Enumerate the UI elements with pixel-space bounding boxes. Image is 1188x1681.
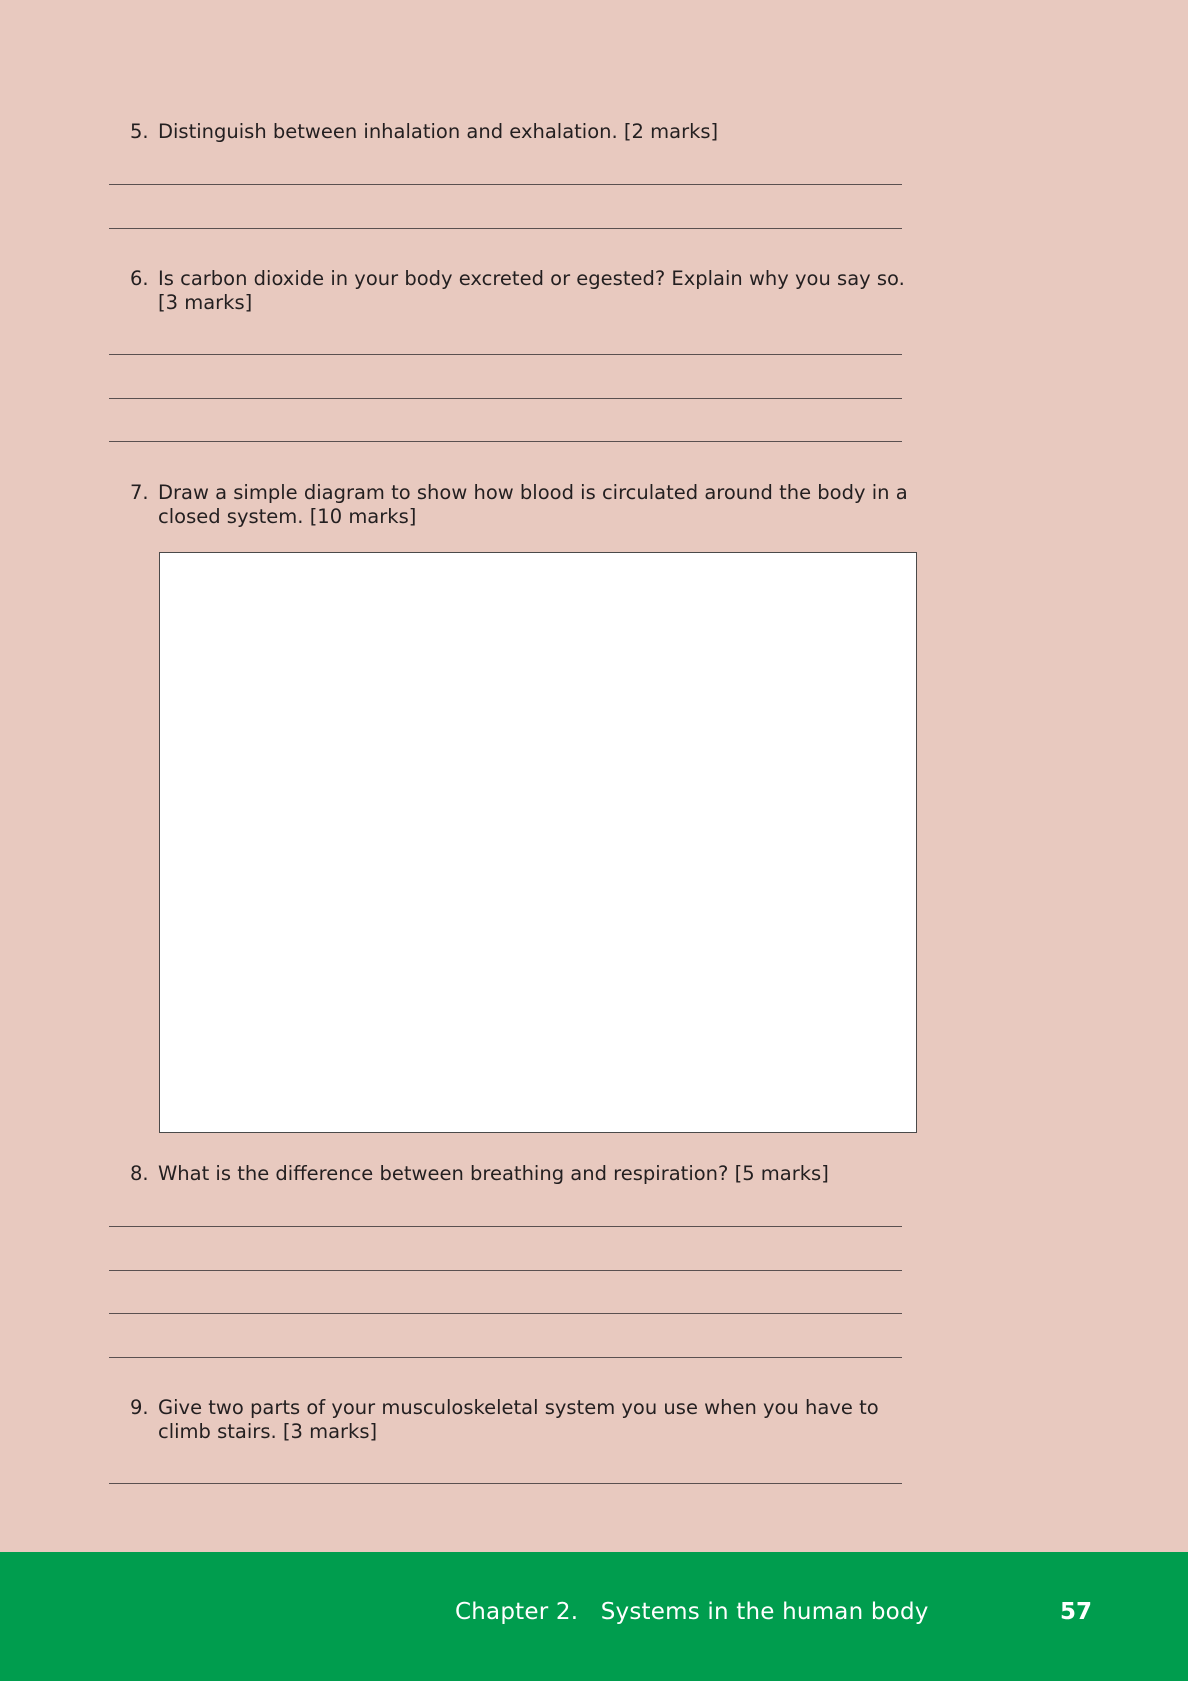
answer-line[interactable] [109, 1483, 902, 1484]
answer-line[interactable] [109, 184, 902, 185]
answer-line[interactable] [109, 1357, 902, 1358]
question-8 [130, 1162, 910, 1186]
question-7 [130, 481, 910, 529]
question-text: Distinguish between inhalation and exhalation. [2 marks] [158, 120, 719, 143]
question-text: Give two parts of your musculoskeletal system you use when you have to climb stairs. [3 marks] [158, 1396, 879, 1443]
question-text: What is the difference between breathing and respiration? [5 marks] [158, 1162, 829, 1185]
answer-line[interactable] [109, 228, 902, 229]
page-footer [0, 1552, 1188, 1681]
answer-line[interactable] [109, 1226, 902, 1227]
question-number: 8. [130, 1162, 149, 1185]
diagram-drawing-box[interactable] [159, 552, 917, 1133]
question-number: 5. [130, 120, 149, 143]
question-5 [130, 120, 910, 144]
question-text: Is carbon dioxide in your body excreted or egested? Explain why you say so. [3 marks] [158, 267, 905, 314]
question-number: 9. [130, 1396, 149, 1419]
question-number: 6. [130, 267, 149, 290]
answer-line[interactable] [109, 1270, 902, 1271]
question-text: Draw a simple diagram to show how blood is circulated around the body in a closed system. [10 marks] [158, 481, 908, 528]
answer-line[interactable] [109, 1313, 902, 1314]
chapter-title: Chapter 2. Systems in the human body [455, 1599, 929, 1625]
answer-line[interactable] [109, 441, 902, 442]
question-9 [130, 1396, 910, 1444]
answer-line[interactable] [109, 354, 902, 355]
question-6 [130, 267, 910, 315]
page-number: 57 [1060, 1599, 1093, 1625]
question-number: 7. [130, 481, 149, 504]
answer-line[interactable] [109, 398, 902, 399]
